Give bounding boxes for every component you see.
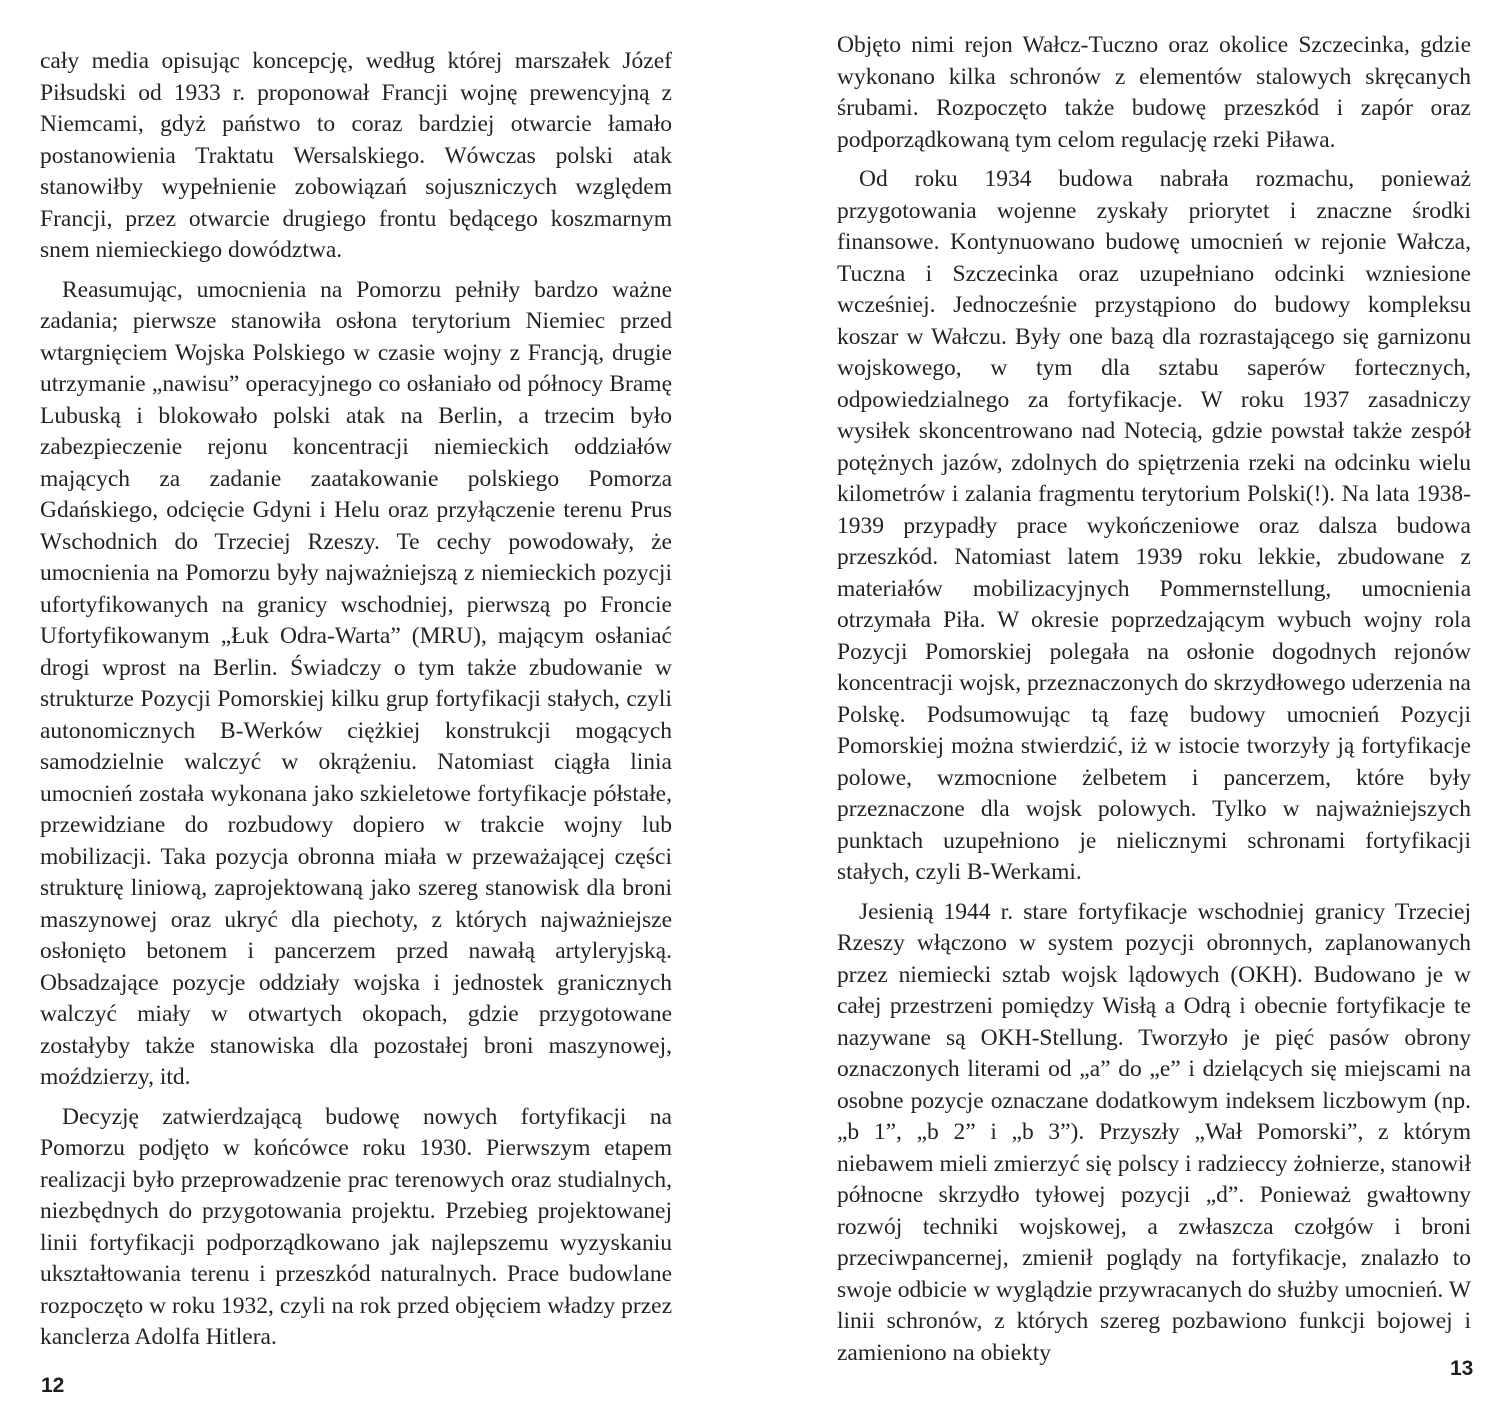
paragraph: Reasumując, umocnienia na Pomorzu pełniły bardzo ważne zadania; pierwsze stanowiła osłona terytorium Niemiec przed wtargnięciem Wojska Polskiego w czasie wojny z Francją, drugie utrzymanie „nawisu” operacyjnego co osłaniało od północy Bramę Lubuską i blokowało polski atak na Berlin, a trzecim było zabezpieczenie rejonu koncentracji niemieckich oddziałów mających za zadanie zaatakowanie polskiego Pomorza Gdańskiego, odcięcie Gdyni i Helu oraz przyłączenie terenu Prus Wschodnich do Trzeciej Rzeszy. Te cechy powodowały, że umocnienia na Pomorzu były najważniejszą z niemieckich pozycji ufortyfikowanych na granicy wschodniej, pierwszą po Froncie Ufortyfikowanym „Łuk Odra-Warta” (MRU), mającym osłaniać drogi wprost na Berlin. Świadczy o tym także zbudowanie w strukturze Pozycji Pomorskiej kilku grup fortyfikacji stałych, czyli autonomicznych B-Werków ciężkiej konstrukcji mogących samodzielnie walczyć w okrążeniu. Natomiast ciągła linia umocnień została wykonana jako szkieletowe fortyfikacje półstałe, przewidziane do rozbudowy dopiero w trakcie wojny lub mobilizacji. Taka pozycja obronna miała w przeważającej części strukturę liniową, zaprojektowaną jako szereg stanowisk dla broni maszynowej oraz ukryć dla piechoty, z których najważniejsze osłonięto betonem i pancerzem przed nawałą artyleryjską. Obsadzające pozycje oddziały wojska i jednostek granicznych walczyć miały w otwartych okopach, gdzie przygotowane zostałyby także stanowiska dla pozostałej broni maszynowej, moździerzy, itd.	[40, 276, 672, 1090]
paragraph: cały media opisując koncepcję, według której marszałek Józef Piłsudski od 1933 r. proponował Francji wojnę prewencyjną z Niemcami, gdyż państwo to coraz bardziej otwarcie łamało postanowienia Traktatu Wersalskiego. Wówczas polski atak stanowiłby wypełnienie zobowiązań sojuszniczych względem Francji, przez otwarcie drugiego frontu będącego koszmarnym snem niemieckiego dowództwa.	[40, 48, 672, 263]
paragraph: Od roku 1934 budowa nabrała rozmachu, ponieważ przygotowania wojenne zyskały priorytet i znaczne środki finansowe. Kontynuowano budowę umocnień w rejonie Wałcza, Tuczna i Szczecinka oraz uzupełniano odcinki wzniesione wcześniej. Jednocześnie przystąpiono do budowy kompleksu koszar w Wałczu. Były one bazą dla rozrastającego się garnizonu wojskowego, w tym dla sztabu saperów fortecznych, odpowiedzialnego za fortyfikacje. W roku 1937 zasadniczy wysiłek skoncentrowano nad Notecią, gdzie powstał także zespół potężnych jazów, zdolnych do spiętrzenia rzeki na odcinku wielu kilometrów i zalania fragmentu terytorium Polski(!). Na lata 1938-1939 przypadły prace wykończeniowe oraz dalsza budowa przeszkód. Natomiast latem 1939 roku lekkie, zbudowane z materiałów mobilizacyjnych Pommernstellung, umocnienia otrzymała Piła. W okresie poprzedzającym wybuch wojny rola Pozycji Pomorskiej polegała na osłonie dogodnych rejonów koncentracji wojsk, przeznaczonych do skrzydłowego uderzenia na Polskę. Podsumowując tą fazę budowy umocnień Pozycji Pomorskiej można stwierdzić, iż w istocie tworzyły ją fortyfikacje polowe, wzmocnione żelbetem i pancerzem, które były przeznaczone dla wojsk polowych. Tylko w najważniejszych punktach uzupełniono je nielicznymi schronami fortyfikacji stałych, czyli B-Werkami.	[837, 166, 1471, 885]
paragraph: Objęto nimi rejon Wałcz-Tuczno oraz okolice Szczecinka, gdzie wykonano kilka schronów z elementów stalowych skręcanych śrubami. Rozpoczęto także budowę przeszkód i zapór oraz podporządkowaną tym celom regulację rzeki Piława.	[837, 32, 1471, 153]
right-page	[750, 0, 1500, 1404]
right-page-body	[837, 30, 1471, 1377]
paragraph: Jesienią 1944 r. stare fortyfikacje wschodniej granicy Trzeciej Rzeszy włączono w system pozycji obronnych, zaplanowanych przez niemiecki sztab wojsk lądowych (OKH). Budowano je w całej przestrzeni pomiędzy Wisłą a Odrą i obecnie fortyfikacje te nazywane są OKH-Stellung. Tworzyło je pięć pasów obrony oznaczonych literami od „a” do „e” i dzielących się miejscami na osobne pozycje oznaczane dodatkowym indeksem liczbowym (np. „b 1”, „b 2” i „b 3”). Przyszły „Wał Pomorski”, z którym niebawem mieli zmierzyć się polscy i radzieccy żołnierze, stanowił północne skrzydło tyłowej pozycji „d”. Ponieważ gwałtowny rozwój techniki wojskowej, a zwłaszcza czołgów i broni przeciwpancernej, zmienił poglądy na fortyfikacje, znalazło to swoje odbicie w wyglądzie przywracanych do służby umocnień. W linii schronów, z których szereg pozbawiono funkcji bojowej i zamieniono na obiekty	[837, 898, 1471, 1366]
paragraph: Decyzję zatwierdzającą budowę nowych fortyfikacji na Pomorzu podjęto w końcówce roku 1930. Pierwszym etapem realizacji było przeprowadzenie prac terenowych oraz studialnych, niezbędnych do przygotowania projektu. Przebieg projektowanej linii fortyfikacji podporządkowano jak najlepszemu wyzyskaniu ukształtowania terenu i przeszkód naturalnych. Prace budowlane rozpoczęto w roku 1932, czyli na rok przed objęciem władzy przez kanclerza Adolfa Hitlera.	[40, 1103, 672, 1350]
page-number: 12	[41, 1374, 65, 1397]
left-page-body	[40, 46, 672, 1362]
page-number: 13	[1450, 1357, 1474, 1380]
